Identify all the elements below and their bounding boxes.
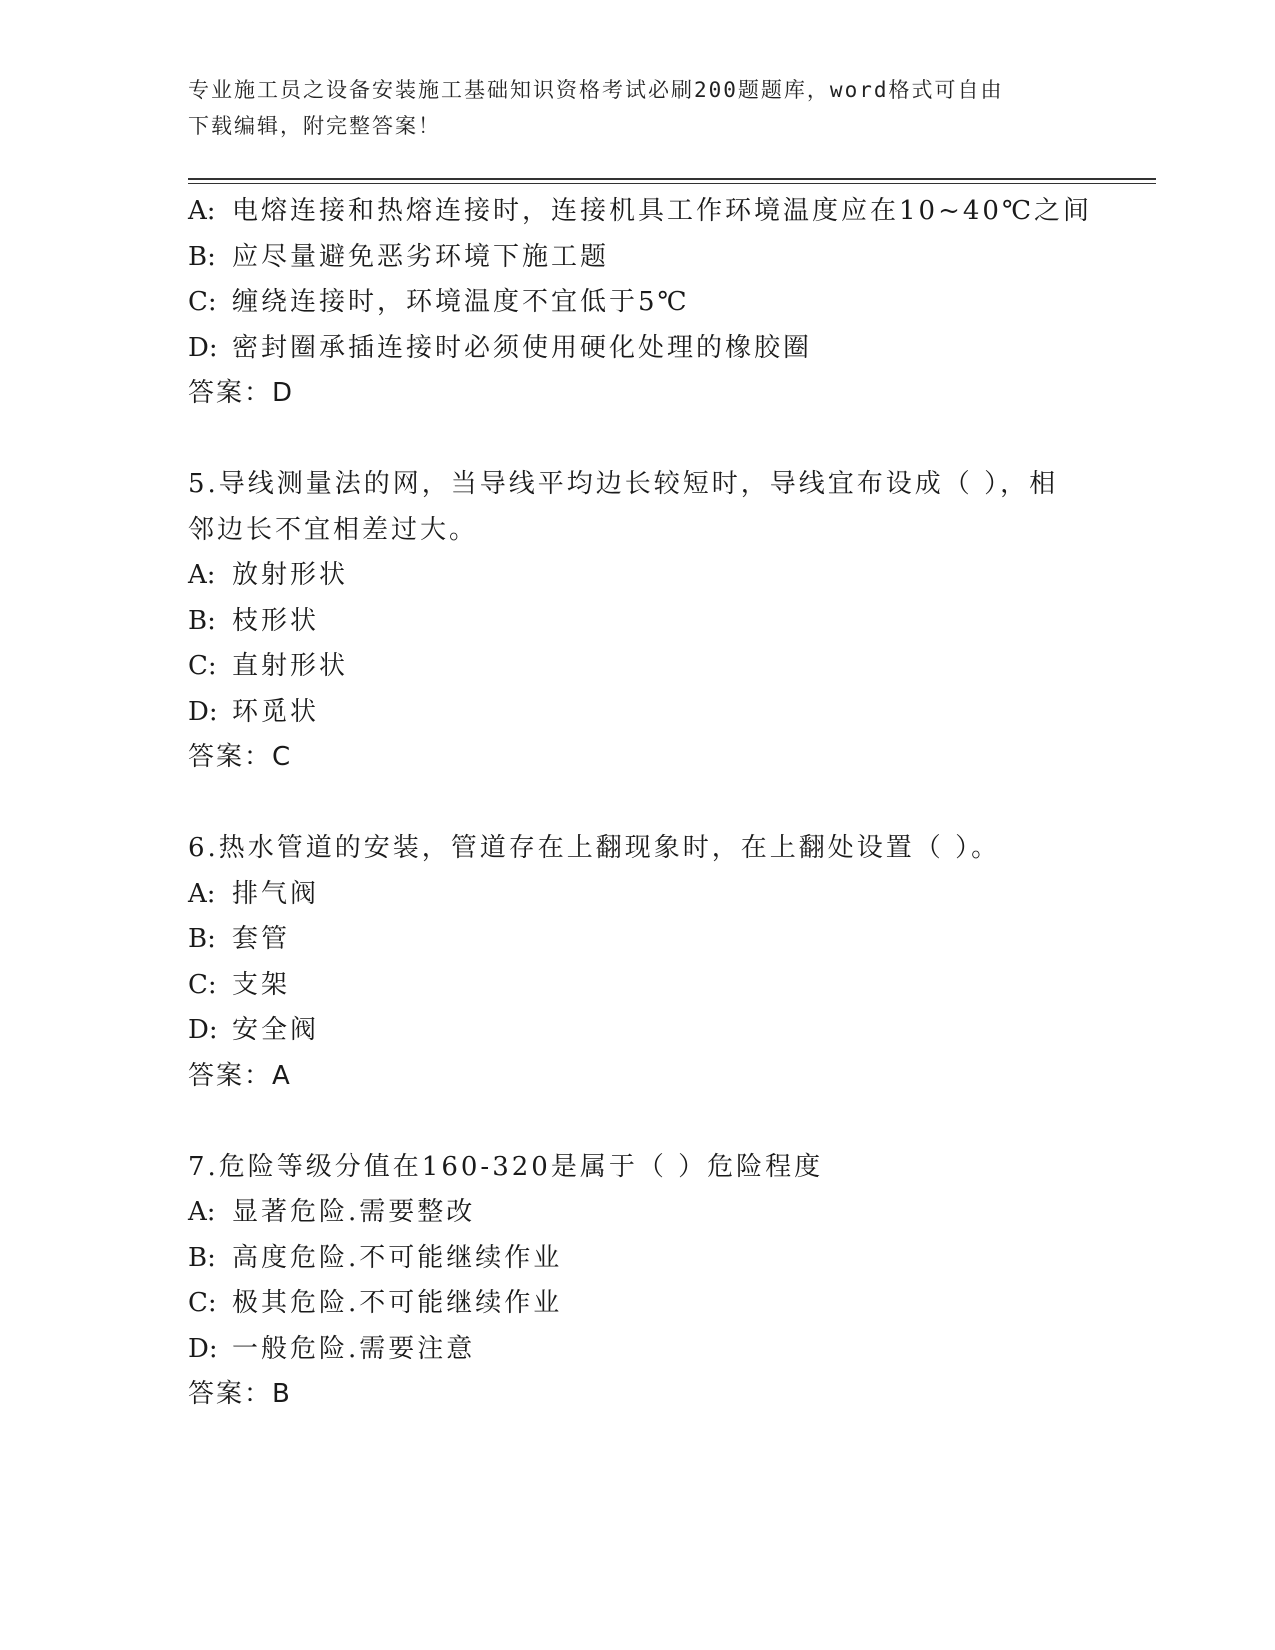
option-letter: D:: [188, 1333, 218, 1364]
answer-line: 答案：A: [188, 1060, 292, 1091]
question-stem-line-1: 6.热水管道的安装，管道存在上翻现象时，在上翻处设置（ ）。: [188, 833, 1001, 863]
option-d: [188, 690, 1088, 736]
option-letter: B:: [188, 241, 216, 272]
option-letter: A:: [188, 878, 216, 909]
option-text: 直射形状: [232, 651, 349, 681]
question-spacer: [188, 417, 1088, 463]
option-b: [188, 599, 1088, 645]
option-text: 支架: [232, 969, 291, 1000]
option-c: [188, 644, 1088, 690]
option-text: 显著危险.需要整改: [232, 1197, 476, 1227]
option-letter: D:: [188, 1015, 218, 1045]
option-d: [188, 1327, 1088, 1373]
option-b: [188, 917, 1088, 963]
option-text: 极其危险.不可能继续作业: [232, 1288, 563, 1318]
header-divider-thin: [188, 183, 1156, 184]
question-stem-line-1: 5.导线测量法的网，当导线平均边长较短时，导线宜布设成（ ），相: [188, 469, 1059, 499]
option-letter: C:: [188, 651, 217, 681]
answer-line: 答案：B: [188, 1379, 292, 1409]
option-letter: D:: [188, 332, 218, 363]
option-letter: C:: [188, 1288, 217, 1318]
option-d: [188, 1008, 1088, 1054]
question-stem-line-2: 邻边长不宜相差过大。: [188, 514, 479, 545]
option-letter: A:: [188, 196, 216, 226]
option-letter: B:: [188, 924, 216, 954]
option-letter: A:: [188, 560, 216, 590]
option-letter: A:: [188, 1197, 216, 1227]
option-text: 密封圈承插连接时必须使用硬化处理的橡胶圈: [232, 332, 813, 363]
option-text: 安全阀: [232, 1015, 320, 1045]
option-a: [188, 1190, 1088, 1236]
option-text: 套管: [232, 924, 291, 954]
question-7: [188, 1145, 1088, 1418]
option-letter: C:: [188, 287, 217, 317]
option-text: 电熔连接和热熔连接时，连接机具工作环境温度应在10~40℃之间: [232, 196, 1093, 226]
question-5: [188, 462, 1088, 781]
option-a: [188, 872, 1088, 918]
header-line-1: 专业施工员之设备安装施工基础知识资格考试必刷200题题库，word格式可自由: [188, 78, 1004, 102]
option-text: 环觅状: [232, 696, 320, 727]
option-text: 缠绕连接时，环境温度不宜低于5℃: [232, 287, 690, 317]
option-text: 高度危险.不可能继续作业: [232, 1242, 563, 1273]
option-letter: D:: [188, 696, 218, 727]
option-letter: B:: [188, 1242, 216, 1273]
question-stem-line-1: 7.危险等级分值在160-320是属于（ ）危险程度: [188, 1151, 824, 1182]
answer-line: 答案：D: [188, 378, 295, 408]
option-c: [188, 280, 1088, 326]
answer-line: 答案：C: [188, 742, 293, 772]
option-b: [188, 235, 1088, 281]
header-line-2: 下载编辑，附完整答案！: [188, 114, 441, 138]
option-a: [188, 189, 1093, 235]
option-text: 一般危险.需要注意: [232, 1333, 476, 1364]
header-divider-thick: [188, 178, 1156, 180]
option-text: 应尽量避免恶劣环境下施工题: [232, 241, 610, 272]
question-spacer: [188, 1099, 1088, 1145]
option-text: 放射形状: [232, 560, 349, 590]
option-c: [188, 1281, 1088, 1327]
option-text: 枝形状: [232, 605, 320, 636]
option-c: [188, 963, 1088, 1009]
option-b: [188, 1236, 1088, 1282]
option-letter: B:: [188, 605, 216, 636]
question-4: [188, 189, 1093, 417]
document-header: [188, 72, 1088, 144]
question-content: [188, 189, 1093, 1418]
option-d: [188, 326, 1088, 372]
option-a: [188, 553, 1088, 599]
option-text: 排气阀: [232, 878, 320, 909]
question-6: [188, 826, 1088, 1099]
option-letter: C:: [188, 969, 217, 1000]
question-spacer: [188, 781, 1088, 827]
